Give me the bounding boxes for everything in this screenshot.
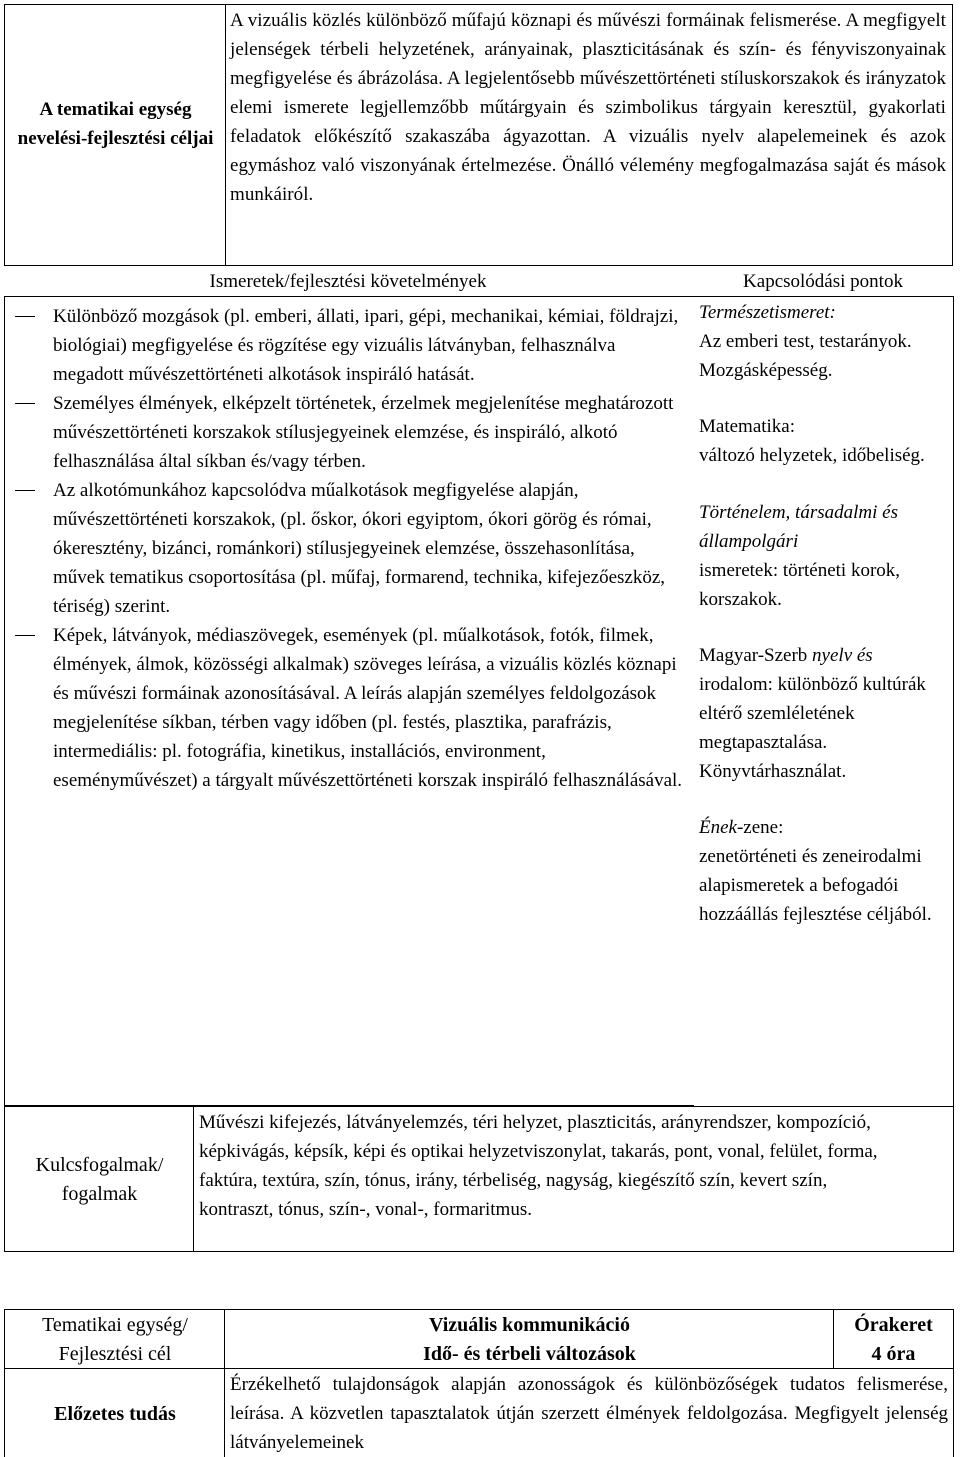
key-text-cell xyxy=(193,1106,954,1252)
key-text: Művészi kifejezés, látványelemzés, téri helyzet, plaszticitás, arányrendszer, kompozíció, képkivágás, képsík, képi és optikai helyzetviszonylat, takarás, pont, vonal, felület, forma, faktúra, textúra, szín, tónus, irány, térbeliség, nagyság, kiegészítő szín, kevert szín, kontraszt, tónus, szín-, vonal-, formaritmus. xyxy=(199,1112,878,1220)
requirements-header-cell xyxy=(4,266,692,296)
connection-title: Magyar-Szerb xyxy=(699,645,808,666)
connection-body: zenetörténeti és zeneirodalmi alapismeretek a befogadói hozzáállás fejlesztése céljából. xyxy=(699,846,932,925)
prior-text-cell xyxy=(224,1368,954,1457)
requirement-item xyxy=(5,476,688,621)
connection-title: Természetismeret: xyxy=(699,302,836,323)
dash-icon xyxy=(15,403,35,404)
connection-body: irodalom: különböző kultúrák eltérő szemléletének megtapasztalása. Könyvtárhasználat. xyxy=(699,674,926,782)
connection-title-italic: nyelv és xyxy=(812,645,873,666)
requirement-item xyxy=(5,302,688,389)
connections-header: Kapcsolódási pontok xyxy=(743,271,903,292)
goals-label-cell xyxy=(4,4,226,266)
connection-title: -zene: xyxy=(736,817,784,838)
connection-title-italic: Ének xyxy=(699,817,737,838)
unit-title-line2: Idő- és térbeli változások xyxy=(423,1343,636,1365)
requirement-item xyxy=(5,389,688,476)
unit-title-line1: Vizuális kommunikáció xyxy=(429,1314,630,1336)
connection-body: változó helyzetek, időbeliség. xyxy=(699,445,925,466)
connections-header-cell xyxy=(692,266,954,296)
connection-title: Matematika: xyxy=(699,416,796,437)
connection-body: Az emberi test, testarányok. Mozgásképesség. xyxy=(699,331,912,381)
dash-icon xyxy=(15,490,35,491)
requirement-text: Személyes élmények, elképzelt történetek, érzelmek megjelenítése meghatározott művészettörténeti korszakok stílusjegyeinek elemzése, és inspiráló, alkotó felhasználása által síkban és/vagy térben. xyxy=(53,393,674,472)
goals-text: A vizuális közlés különböző műfajú köznapi és művészi formáinak felismerése. A megfigyelt jelenségek térbeli helyzetének, arányainak, plaszticitásának és szín- és fényviszonyainak megfigyelése és ábrázolása. A legjelentősebb művészettörténeti stíluskorszakok és irányzatok elemi ismerete legjellemzőbb műtárgyain és szimbolikus tárgyain keresztül, gyakorlati feladatok előkészítő szakaszába ágyazottan. A vizuális nyelv alapelemeinek és azok egymáshoz való viszonyának értelmezése. Önálló vélemény megfogalmazása saját és mások munkáiról. xyxy=(230,10,946,205)
unit-label-cell xyxy=(4,1309,225,1369)
dash-icon xyxy=(15,635,35,636)
goals-text-cell xyxy=(225,4,953,266)
key-label-cell xyxy=(4,1106,194,1252)
hours-label: Órakeret xyxy=(854,1314,933,1336)
hours-value: 4 óra xyxy=(871,1343,916,1365)
dash-icon xyxy=(15,316,35,317)
requirement-text: Az alkotómunkához kapcsolódva műalkotások megfigyelése alapján, művészettörténeti korszakok, (pl. őskor, ókori egyiptom, ókori görög és római, ókeresztény, bizánci, románkori) stílusjegyeinek elemzése, összehasonlítása, művek tematikus csoportosítása (pl. műfaj, formarend, technika, kifejezőeszköz, tériség) szerint. xyxy=(53,480,666,617)
prior-label: Előzetes tudás xyxy=(54,1403,176,1425)
connections-list xyxy=(699,298,949,929)
key-label: Kulcsfogalmak/ fogalmak xyxy=(35,1154,164,1205)
requirements-cell xyxy=(4,296,694,1106)
hours-cell xyxy=(833,1309,954,1369)
requirement-text: Képek, látványok, médiaszövegek, események (pl. műalkotások, fotók, filmek, élmények, álmok, közösségi alkalmak) szöveges leírása, a vizuális közlés köznapi és művészi formáinak azonosításával. A leírás alapján személyes feldolgozások megjelenítése síkban, térben vagy időben (pl. festés, plasztika, parafrázis, intermediális: pl. fotográfia, kinetikus, installációs, environment, eseményművészet) a tárgyalt művészettörténeti korszak inspiráló felhasználásával. xyxy=(53,625,683,791)
requirements-list xyxy=(5,302,688,795)
connections-cell xyxy=(692,296,954,1108)
requirement-text: Különböző mozgások (pl. emberi, állati, ipari, gépi, mechanikai, kémiai, földrajzi, biológiai) megfigyelése és rögzítése egy vizuális látványban, felhasználva megadott művészettörténeti alkotások inspiráló hatását. xyxy=(53,306,679,385)
requirement-item xyxy=(5,621,688,795)
prior-label-cell xyxy=(4,1368,225,1457)
goals-label: A tematikai egység nevelési-fejlesztési céljai xyxy=(17,99,214,149)
requirements-header: Ismeretek/fejlesztési követelmények xyxy=(209,271,487,292)
connection-title: Történelem, társadalmi és állampolgári xyxy=(699,502,898,552)
connection-body: ismeretek: történeti korok, korszakok. xyxy=(699,560,901,610)
unit-label: Tematikai egység/ Fejlesztési cél xyxy=(42,1314,188,1365)
unit-title-cell xyxy=(224,1309,834,1369)
prior-text: Érzékelhető tulajdonságok alapján azonosságok és különbözőségek tudatos felismerése, leírása. A közvetlen tapasztalatok útján szerzett élmények feldolgozása. Megfigyelt jelenség látványelemeinek xyxy=(230,1374,948,1453)
